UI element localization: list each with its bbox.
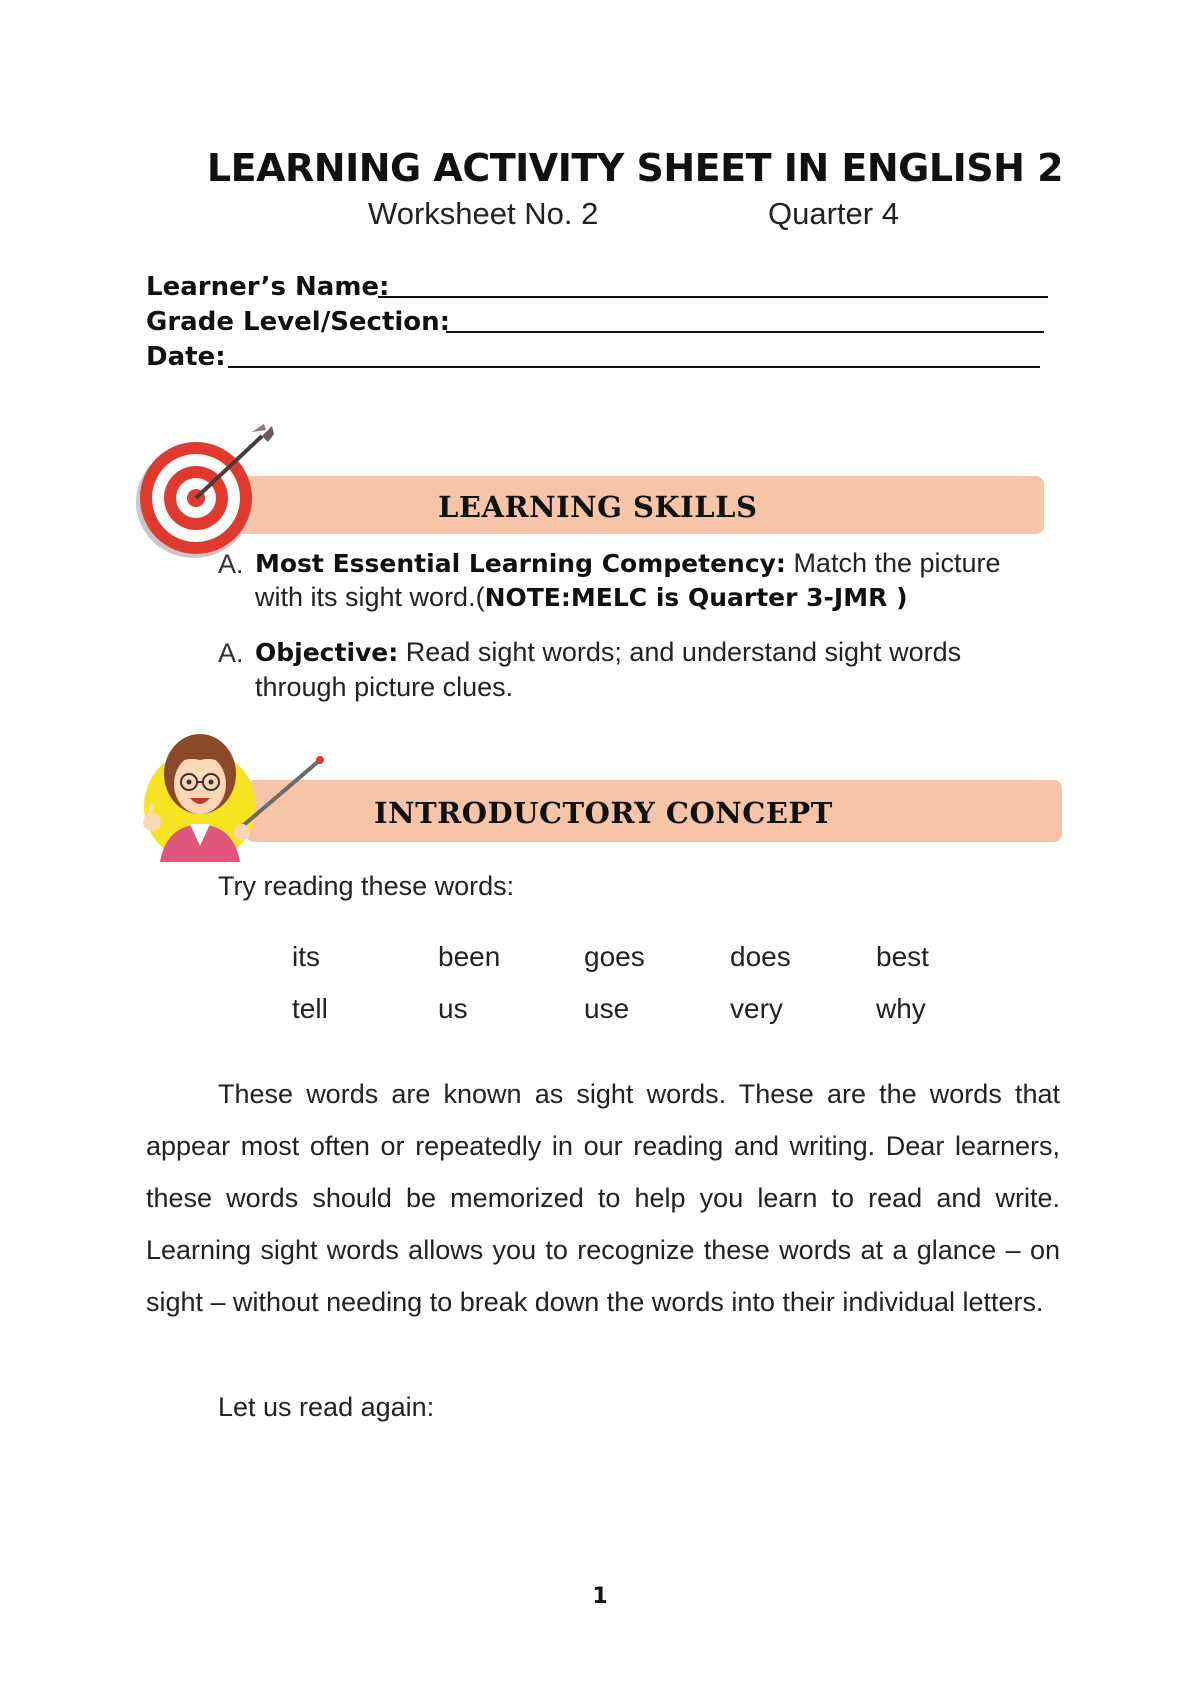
competency-marker: A. bbox=[218, 549, 244, 579]
introductory-heading: INTRODUCTORY CONCEPT bbox=[374, 796, 833, 830]
sight-word: us bbox=[438, 993, 468, 1024]
sight-words-paragraph: These words are known as sight words. These are the words that appear most often or repeatedly in our reading and writing. Dear learners, these words should be memorized to help you learn to read and write. Learning sight words allows you to recognize these words at a glance – on sight – without needing to break down the words into their individual letters. bbox=[146, 1079, 1060, 1317]
teacher-icon bbox=[138, 722, 328, 862]
sight-word: been bbox=[438, 941, 501, 972]
learner-name-line[interactable] bbox=[378, 296, 1048, 298]
sight-word: best bbox=[876, 941, 929, 972]
page-number: 1 bbox=[592, 1584, 608, 1609]
page-title: LEARNING ACTIVITY SHEET IN ENGLISH 2 bbox=[206, 146, 1064, 190]
sight-word: goes bbox=[584, 941, 645, 972]
learning-skills-heading: LEARNING SKILLS bbox=[438, 490, 758, 524]
sight-word: use bbox=[584, 993, 630, 1024]
competency-label: Most Essential Learning Competency: bbox=[255, 549, 786, 578]
sight-word: does bbox=[730, 941, 791, 972]
closing-line: Let us read again: bbox=[218, 1392, 435, 1422]
competency-text2: with its sight word.( bbox=[255, 582, 485, 612]
sight-word: tell bbox=[292, 993, 328, 1024]
date-label: Date: bbox=[146, 342, 226, 372]
sight-word: why bbox=[876, 993, 926, 1024]
competency-text: Match the picture bbox=[785, 548, 1001, 578]
competency-line1 bbox=[255, 548, 1001, 579]
quarter-label: Quarter 4 bbox=[768, 196, 899, 231]
objective-text2: through picture clues. bbox=[255, 672, 514, 702]
objective-line1 bbox=[255, 637, 961, 668]
objective-label: Objective: bbox=[255, 638, 399, 667]
worksheet-number: Worksheet No. 2 bbox=[368, 196, 599, 231]
objective-marker: A. bbox=[218, 638, 244, 668]
competency-line2 bbox=[255, 582, 908, 613]
target-icon bbox=[134, 424, 284, 560]
melc-note: NOTE:MELC is Quarter 3-JMR ) bbox=[484, 583, 908, 612]
learner-name-label: Learner’s Name: bbox=[146, 272, 390, 302]
objective-text: Read sight words; and understand sight words bbox=[398, 637, 962, 667]
date-line[interactable] bbox=[228, 366, 1040, 368]
sight-word: very bbox=[730, 993, 783, 1024]
grade-section-label: Grade Level/Section: bbox=[146, 307, 451, 337]
intro-prompt: Try reading these words: bbox=[218, 871, 515, 901]
sight-word: its bbox=[292, 941, 320, 972]
grade-section-line[interactable] bbox=[446, 331, 1044, 333]
